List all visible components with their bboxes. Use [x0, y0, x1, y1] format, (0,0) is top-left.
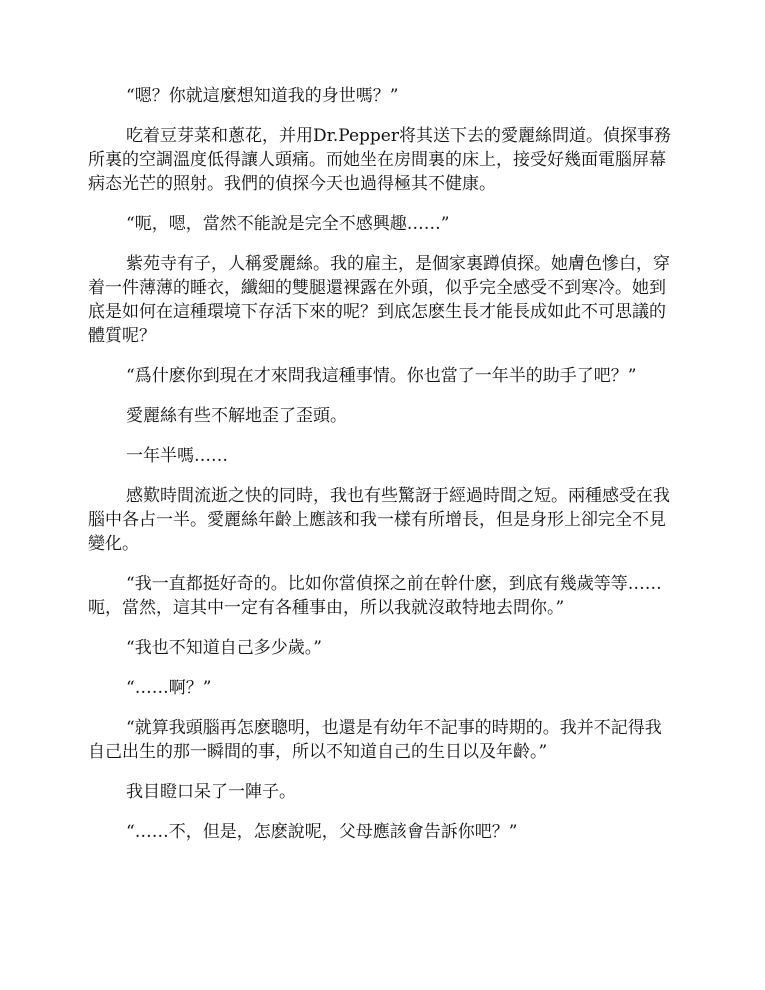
paragraph: 我目瞪口呆了一陣子。	[126, 782, 296, 802]
paragraph: “就算我頭腦再怎麽聰明，也還是有幼年不記事的時期的。我并不記得我自己出生的那一瞬間的事，所以不知道自己的生日以及年齡。”	[88, 718, 662, 762]
paragraph: “爲什麽你到現在才來問我這種事情。你也當了一年半的助手了吧？”	[126, 366, 637, 386]
paragraph: “我也不知道自己多少歲。”	[126, 638, 322, 658]
paragraph: “嗯？你就這麼想知道我的身世嗎？”	[126, 86, 399, 106]
paragraph: 吃着豆芽菜和蔥花，并用Dr.Pepper将其送下去的愛麗絲問道。偵探事務所裏的空調溫度低得讓人頭痛。而她坐在房間裏的床上，接受好幾面電腦屏幕病态光芒的照射。我們的偵探今天也過得極其不健康。	[88, 126, 671, 194]
paragraph: 感歎時間流逝之快的同時，我也有些驚訝于經過時間之短。兩種感受在我腦中各占一半。愛麗絲年齡上應該和我一樣有所增長，但是身形上卻完全不見變化。	[88, 486, 670, 554]
paragraph: 紫苑寺有子，人稱愛麗絲。我的雇主，是個家裏蹲偵探。她膚色慘白，穿着一件薄薄的睡衣，纖細的雙腿還裸露在外頭，似乎完全感受不到寒冷。她到底是如何在這種環境下存活下來的呢？到底怎麽生長才能長成如此不可思議的體質呢？	[88, 254, 670, 346]
paragraph: “……啊？”	[126, 678, 212, 698]
paragraph: 愛麗絲有些不解地歪了歪頭。	[126, 406, 347, 426]
paragraph: “我一直都挺好奇的。比如你當偵探之前在幹什麽，到底有幾歲等等……呃，當然，這其中一定有各種事由，所以我就沒敢特地去問你。”	[88, 574, 662, 618]
paragraph: “呃，嗯，當然不能說是完全不感興趣……”	[126, 214, 450, 234]
paragraph: “……不，但是，怎麽說呢，父母應該會告訴你吧？”	[126, 822, 518, 842]
paragraph: 一年半嗎……	[126, 446, 228, 466]
document-body	[88, 84, 678, 860]
